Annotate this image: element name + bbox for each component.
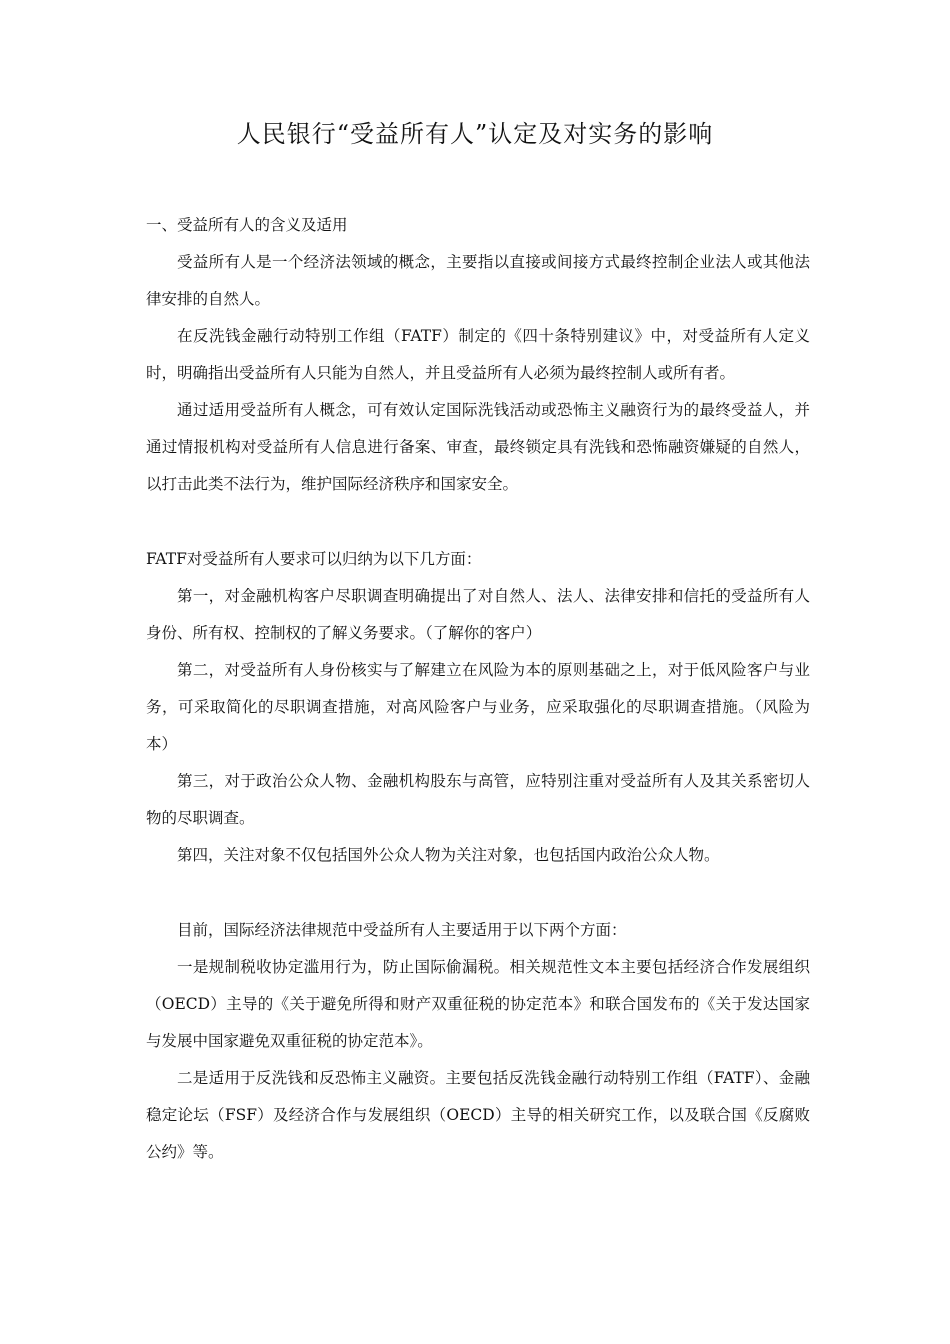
paragraph: 目前，国际经济法律规范中受益所有人主要适用于以下两个方面： [177, 921, 627, 939]
paragraph: 通过适用受益所有人概念，可有效认定国际洗钱活动或恐怖主义融资行为的最终受益人，并通过情报机构对受益所有人信息进行备案、审查，最终锁定具有洗钱和恐怖融资嫌疑的自然人，以打击此类不法行为，维护国际经济秩序和国家安全。 [146, 401, 810, 493]
paragraph: FATF对受益所有人要求可以归纳为以下几方面： [146, 550, 482, 568]
section-heading: 一、受益所有人的含义及适用 [146, 216, 348, 234]
paragraph: 第一，对金融机构客户尽职调查明确提出了对自然人、法人、法律安排和信托的受益所有人身份、所有权、控制权的了解义务要求。（了解你的客户） [146, 587, 810, 642]
paragraph: 第四，关注对象不仅包括国外公众人物为关注对象，也包括国内政治公众人物。 [177, 846, 720, 864]
paragraph: 第二，对受益所有人身份核实与了解建立在风险为本的原则基础之上，对于低风险客户与业务，可采取简化的尽职调查措施，对高风险客户与业务，应采取强化的尽职调查措施。（风险为本） [146, 661, 810, 753]
paragraph: 第三，对于政治公众人物、金融机构股东与高管，应特别注重对受益所有人及其关系密切人物的尽职调查。 [146, 772, 810, 827]
paragraph: 在反洗钱金融行动特别工作组（FATF）制定的《四十条特别建议》中，对受益所有人定义时，明确指出受益所有人只能为自然人，并且受益所有人必须为最终控制人或所有者。 [146, 327, 810, 382]
document-title: 人民银行“受益所有人”认定及对实务的影响 [236, 120, 714, 148]
paragraph: 一是规制税收协定滥用行为，防止国际偷漏税。相关规范性文本主要包括经济合作发展组织（OECD）主导的《关于避免所得和财产双重征税的协定范本》和联合国发布的《关于发达国家与发展中国家避免双重征税的协定范本》。 [146, 958, 810, 1050]
paragraph: 二是适用于反洗钱和反恐怖主义融资。主要包括反洗钱金融行动特别工作组（FATF）、金融稳定论坛（FSF）及经济合作与发展组织（OECD）主导的相关研究工作，以及联合国《反腐败公约》等。 [146, 1069, 810, 1161]
paragraph: 受益所有人是一个经济法领域的概念，主要指以直接或间接方式最终控制企业法人或其他法律安排的自然人。 [146, 253, 810, 308]
document-body [146, 207, 810, 1171]
